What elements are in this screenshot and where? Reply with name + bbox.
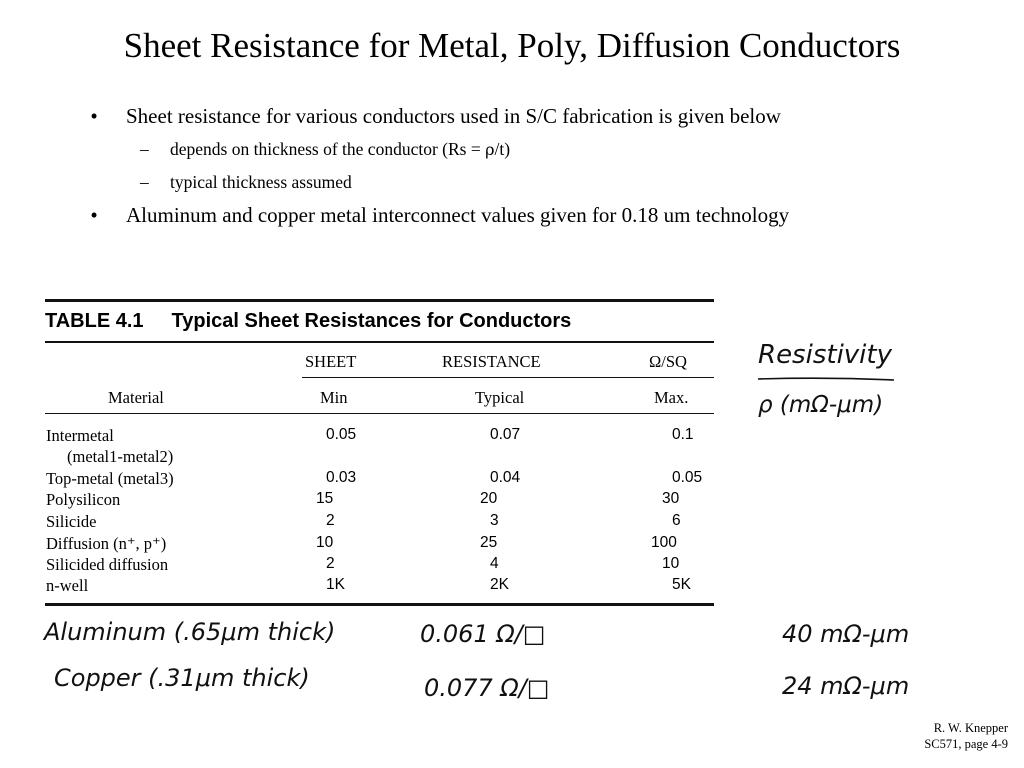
cell-max: 0.05 — [672, 469, 703, 486]
column-typical: Typical — [475, 388, 525, 407]
handwritten-copper-label: Copper (.31μm thick) — [54, 664, 310, 692]
footer-author: R. W. Knepper — [933, 721, 1008, 735]
cell-max: 100 — [651, 534, 677, 551]
bullet-aluminum-copper — [84, 199, 984, 232]
cell-typical: 4 — [490, 555, 499, 572]
bullet-text: /t) — [494, 139, 511, 159]
header-ohm-per-square: Ω/SQ — [649, 352, 687, 371]
handwritten-copper-sheet: 0.077 Ω/□ — [424, 674, 550, 702]
header-group-rule — [302, 377, 714, 378]
cell-material-cont: (metal1-metal2) — [67, 447, 174, 466]
heading-underline — [756, 376, 896, 382]
cell-material: Intermetal — [46, 426, 114, 445]
slide-title: Sheet Resistance for Metal, Poly, Diffusion Conductors — [123, 26, 901, 65]
header-sheet: SHEET — [305, 352, 357, 371]
bullet-text: Sheet resistance for various conductors used in S/C fabrication is given below — [126, 104, 781, 128]
cell-max: 30 — [662, 490, 680, 507]
table-caption — [45, 310, 714, 333]
handwritten-aluminum-sheet: 0.061 Ω/□ — [420, 620, 546, 648]
cell-max: 10 — [662, 555, 680, 572]
bullet-marker: • — [90, 203, 98, 227]
cell-max: 5K — [672, 576, 691, 593]
subbullet-typical-thickness — [84, 166, 984, 199]
cell-min: 15 — [316, 490, 334, 507]
cell-min: 2 — [326, 512, 335, 529]
cell-typical: 0.07 — [490, 426, 521, 443]
bullet-text: typical thickness assumed — [170, 172, 352, 192]
dash-marker: – — [140, 172, 149, 192]
cell-max: 6 — [672, 512, 681, 529]
subbullet-thickness — [84, 133, 984, 166]
cell-material: Silicide — [46, 512, 97, 531]
cell-min: 0.05 — [326, 426, 357, 443]
cell-min: 1K — [326, 576, 345, 593]
cell-material: Polysilicon — [46, 490, 121, 509]
cell-typical: 25 — [480, 534, 498, 551]
cell-typical: 20 — [480, 490, 498, 507]
cell-typical: 3 — [490, 512, 499, 529]
column-min: Min — [320, 388, 348, 407]
table-title-rule — [45, 341, 714, 343]
cell-typical: 0.04 — [490, 469, 521, 486]
cell-material: Silicided diffusion — [46, 555, 169, 574]
table-top-rule — [45, 299, 714, 302]
column-material: Material — [108, 388, 164, 407]
handwritten-aluminum-resistivity: 40 mΩ-μm — [782, 620, 910, 648]
footer — [924, 720, 1008, 752]
handwritten-copper-resistivity: 24 mΩ-μm — [782, 672, 910, 700]
handwritten-aluminum-label: Aluminum (.65μm thick) — [44, 618, 336, 646]
header-resistance: RESISTANCE — [442, 352, 541, 371]
cell-max: 0.1 — [672, 426, 694, 443]
cell-typical: 2K — [490, 576, 509, 593]
handwritten-resistivity-heading: Resistivity — [758, 340, 892, 370]
sheet-resistance-table — [40, 296, 716, 608]
rho-symbol: ρ — [485, 140, 495, 159]
bullet-marker: • — [90, 104, 98, 128]
table-bottom-rule — [45, 603, 714, 606]
dash-marker: – — [140, 139, 149, 159]
table-title: Typical Sheet Resistances for Conductors — [171, 310, 572, 332]
bullet-text: Aluminum and copper metal interconnect values given for 0.18 um technology — [126, 203, 790, 227]
cell-min: 2 — [326, 555, 335, 572]
cell-material: n-well — [46, 576, 89, 595]
bullet-text: depends on thickness of the conductor (Rs = — [170, 139, 486, 159]
table-number: TABLE 4.1 — [45, 310, 144, 332]
footer-page-number: SC571, page 4-9 — [924, 737, 1008, 751]
cell-material: Diffusion (n⁺, p⁺) — [46, 534, 167, 553]
cell-min: 10 — [316, 534, 334, 551]
cell-material: Top-metal (metal3) — [46, 469, 174, 488]
bullet-list — [84, 100, 984, 232]
bullet-sheet-resistance — [84, 100, 984, 133]
handwritten-resistivity-unit: ρ (mΩ-μm) — [758, 392, 884, 418]
column-max: Max. — [654, 388, 689, 407]
header-bottom-rule — [45, 413, 714, 414]
cell-min: 0.03 — [326, 469, 357, 486]
